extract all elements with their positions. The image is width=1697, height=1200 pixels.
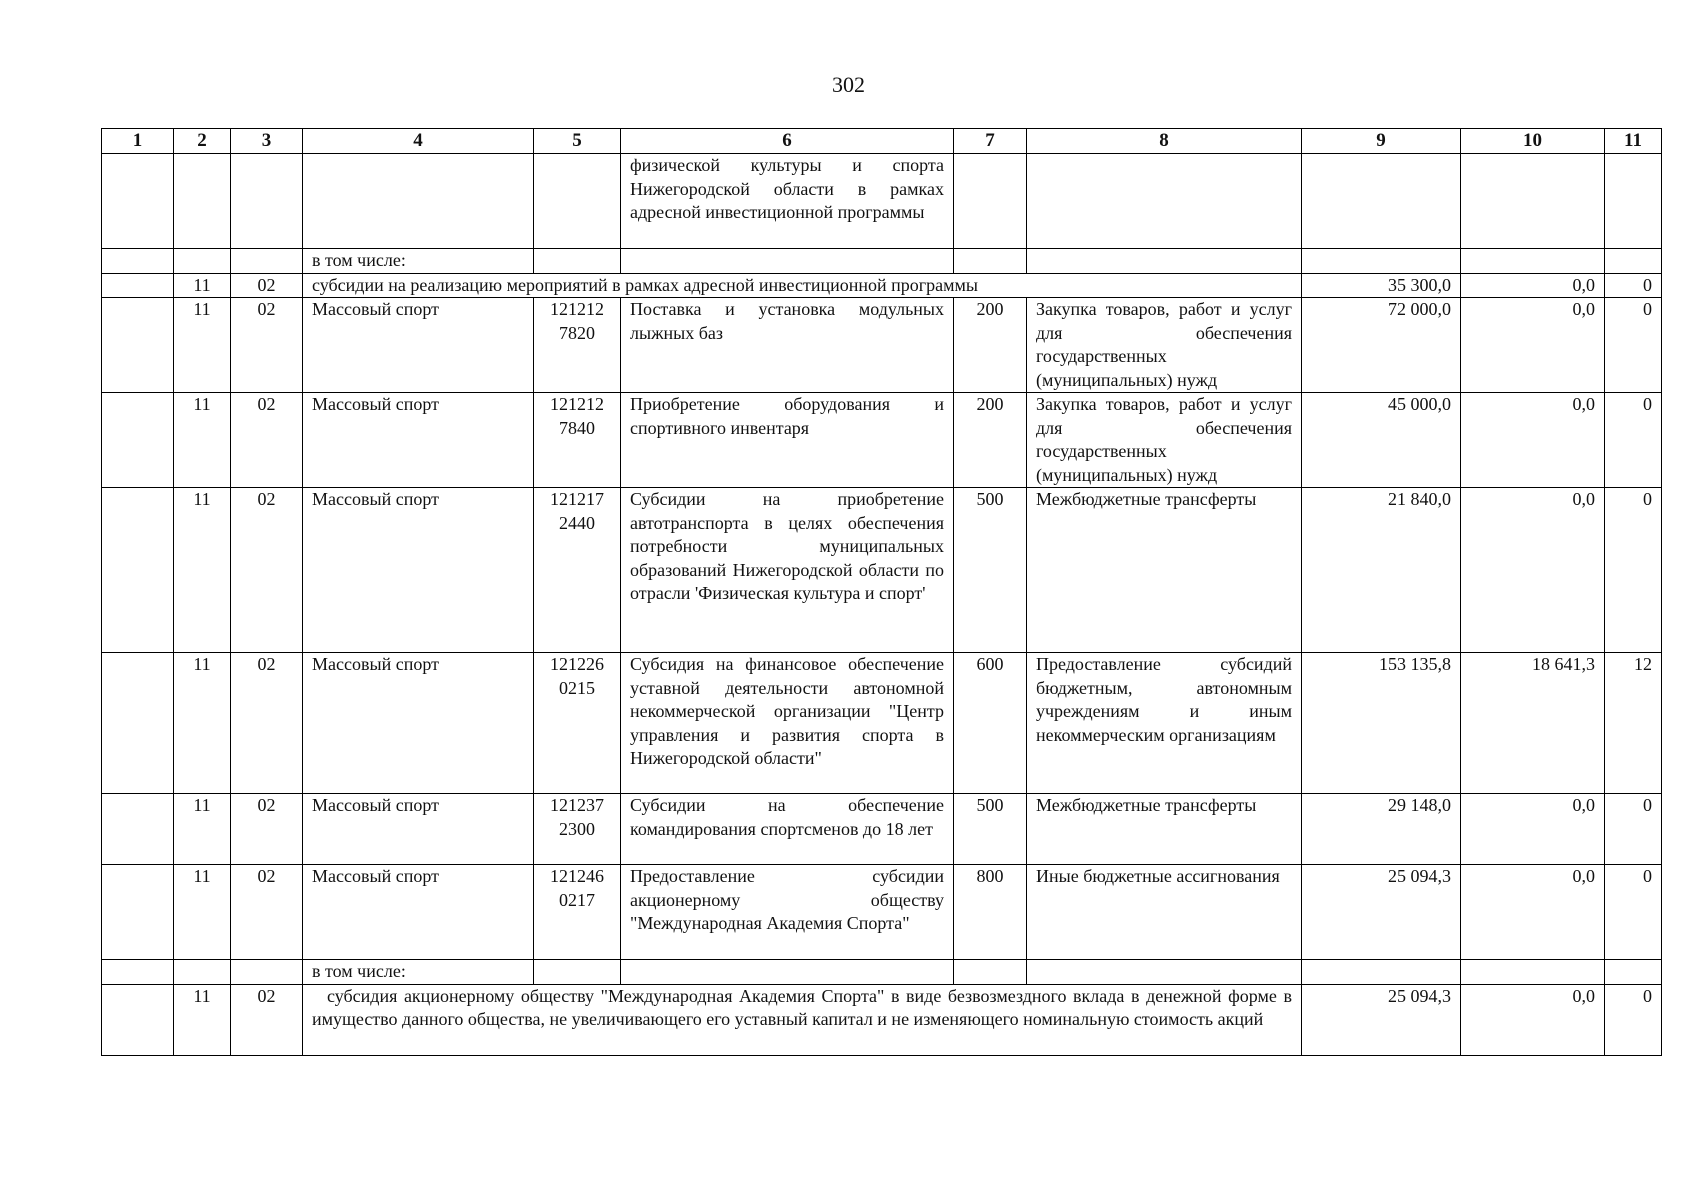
cell [1605,154,1662,249]
cell [621,249,954,274]
table-row [102,273,1662,298]
cell-type-code: 200 [954,298,1027,393]
cell [102,794,174,865]
cell-code: 121212 7820 [534,298,621,393]
cell-span-description: субсидии на реализацию мероприятий в рамках адресной инвестиционной программы [303,273,1302,298]
cell [102,249,174,274]
cell-section: 11 [174,653,231,794]
cell-subsection: 02 [231,488,303,653]
cell-description: Субсидии на обеспечение командирования спортсменов до 18 лет [621,794,954,865]
cell [174,960,231,985]
cell-subheading: в том числе: [303,249,534,274]
col-header: 5 [534,129,621,154]
cell-amount: 35 300,0 [1302,273,1461,298]
cell [621,960,954,985]
cell [1027,154,1302,249]
col-header: 3 [231,129,303,154]
cell-amount: 18 641,3 [1461,653,1605,794]
cell [231,154,303,249]
cell-section: 11 [174,298,231,393]
page-number: 302 [832,72,865,97]
cell-name: Массовый спорт [303,298,534,393]
cell-type-code: 800 [954,865,1027,960]
cell-name: Массовый спорт [303,488,534,653]
cell [1302,249,1461,274]
cell [102,488,174,653]
cell-code: 121212 7840 [534,393,621,488]
cell-amount: 0 [1605,298,1662,393]
cell [102,154,174,249]
cell-amount: 25 094,3 [1302,984,1461,1055]
cell-amount: 0,0 [1461,488,1605,653]
cell [534,960,621,985]
cell-type-code: 200 [954,393,1027,488]
cell [303,154,534,249]
col-header: 8 [1027,129,1302,154]
cell-subsection: 02 [231,298,303,393]
cell-amount: 45 000,0 [1302,393,1461,488]
cell [954,249,1027,274]
cell-name: Массовый спорт [303,865,534,960]
cell-amount: 0,0 [1461,865,1605,960]
cell-subheading: в том числе: [303,960,534,985]
col-header: 11 [1605,129,1662,154]
cell [1461,154,1605,249]
cell-amount: 0 [1605,865,1662,960]
cell-type-code: 600 [954,653,1027,794]
cell [954,154,1027,249]
cell-description: физической культуры и спорта Нижегородской области в рамках адресной инвестиционной программы [621,154,954,249]
cell [1605,249,1662,274]
cell-description: Предоставление субсидии акционерному обществу "Международная Академия Спорта" [621,865,954,960]
table-row [102,393,1662,488]
col-header: 9 [1302,129,1461,154]
cell-code: 121217 2440 [534,488,621,653]
cell-name: Массовый спорт [303,653,534,794]
cell-amount: 0,0 [1461,984,1605,1055]
cell [102,653,174,794]
cell-description: Субсидии на приобретение автотранспорта в целях обеспечения потребности муниципальных образований Нижегородской области по отрасли 'Физическая культура и спорт' [621,488,954,653]
cell-amount: 0 [1605,488,1662,653]
cell-subsection: 02 [231,984,303,1055]
cell [1461,249,1605,274]
cell-name: Массовый спорт [303,794,534,865]
cell-subsection: 02 [231,653,303,794]
table-row [102,984,1662,1055]
cell [102,865,174,960]
cell-amount: 21 840,0 [1302,488,1461,653]
cell-amount: 0 [1605,794,1662,865]
col-header: 6 [621,129,954,154]
cell-section: 11 [174,865,231,960]
cell [102,960,174,985]
col-header: 2 [174,129,231,154]
cell [534,154,621,249]
cell-type: Межбюджетные трансферты [1027,794,1302,865]
cell-amount: 0,0 [1461,794,1605,865]
cell-type-code: 500 [954,488,1027,653]
table-row-subheading [102,249,1662,274]
cell [231,960,303,985]
cell-amount: 0 [1605,984,1662,1055]
budget-table [101,128,1662,1056]
cell-code: 121226 0215 [534,653,621,794]
cell-amount: 0 [1605,393,1662,488]
cell [102,273,174,298]
cell-amount: 72 000,0 [1302,298,1461,393]
col-header: 10 [1461,129,1605,154]
table-row [102,154,1662,249]
cell [102,984,174,1055]
table-row [102,488,1662,653]
cell-subsection: 02 [231,273,303,298]
cell [1461,960,1605,985]
cell-type: Предоставление субсидий бюджетным, автономным учреждениям и иным некоммерческим организациям [1027,653,1302,794]
cell-amount: 0,0 [1461,273,1605,298]
cell [1302,154,1461,249]
cell-amount: 12 [1605,653,1662,794]
cell [954,960,1027,985]
cell-section: 11 [174,984,231,1055]
cell-code: 121237 2300 [534,794,621,865]
cell [174,154,231,249]
cell-subsection: 02 [231,393,303,488]
cell-section: 11 [174,794,231,865]
cell [102,393,174,488]
table-row [102,794,1662,865]
cell-amount: 0,0 [1461,393,1605,488]
cell-amount: 25 094,3 [1302,865,1461,960]
cell [174,249,231,274]
cell-amount: 0,0 [1461,298,1605,393]
cell-type: Закупка товаров, работ и услуг для обеспечения государственных (муниципальных) нужд [1027,393,1302,488]
span-description-text: субсидия акционерному обществу "Международная Академия Спорта" в виде безвозмездного вклада в денежной форме в имущество данного общества, не увеличивающего его уставный капитал и не изменяющего номинальную стоимость акций [312,985,1292,1029]
col-header: 7 [954,129,1027,154]
cell [1027,960,1302,985]
cell-span-description [303,984,1302,1055]
cell [1605,960,1662,985]
table-row-subheading [102,960,1662,985]
cell-description: Приобретение оборудования и спортивного инвентаря [621,393,954,488]
table-row [102,865,1662,960]
cell-description: Поставка и установка модульных лыжных баз [621,298,954,393]
cell [1027,249,1302,274]
cell [102,298,174,393]
cell-type: Закупка товаров, работ и услуг для обеспечения государственных (муниципальных) нужд [1027,298,1302,393]
cell-section: 11 [174,393,231,488]
cell-type-code: 500 [954,794,1027,865]
table-row [102,653,1662,794]
cell-subsection: 02 [231,865,303,960]
cell [231,249,303,274]
cell-amount: 153 135,8 [1302,653,1461,794]
col-header: 4 [303,129,534,154]
cell-type: Межбюджетные трансферты [1027,488,1302,653]
cell-section: 11 [174,488,231,653]
cell-amount: 29 148,0 [1302,794,1461,865]
cell [1302,960,1461,985]
header-row [102,129,1662,154]
cell-code: 121246 0217 [534,865,621,960]
cell-name: Массовый спорт [303,393,534,488]
cell [534,249,621,274]
cell-subsection: 02 [231,794,303,865]
cell-type: Иные бюджетные ассигнования [1027,865,1302,960]
cell-amount: 0 [1605,273,1662,298]
cell-section: 11 [174,273,231,298]
cell-description: Субсидия на финансовое обеспечение уставной деятельности автономной некоммерческой организации "Центр управления и развития спорта в Нижегородской области" [621,653,954,794]
table-row [102,298,1662,393]
col-header: 1 [102,129,174,154]
